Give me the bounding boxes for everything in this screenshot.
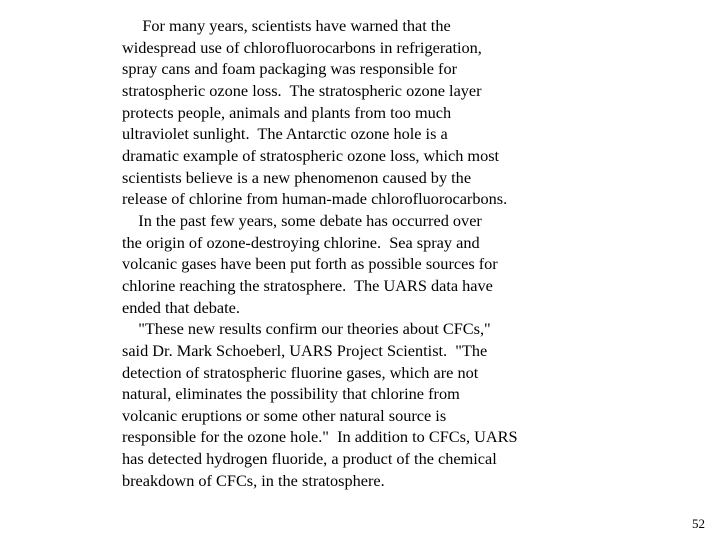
text-line: In the past few years, some debate has occurred over <box>122 210 482 230</box>
text-line: natural, eliminates the possibility that chlorine from <box>122 384 460 404</box>
text-line: "These new results confirm our theories about CFCs," <box>122 319 491 339</box>
text-line: protects people, animals and plants from too much <box>122 102 452 122</box>
text-line: release of chlorine from human-made chlorofluorocarbons. <box>122 189 508 209</box>
text-line: For many years, scientists have warned that the <box>122 16 451 35</box>
text-line: ended that debate. <box>122 297 240 317</box>
text-line: has detected hydrogen fluoride, a product of the chemical <box>122 449 497 469</box>
text-line: the origin of ozone-destroying chlorine. Sea spray and <box>122 232 480 252</box>
text-line: spray cans and foam packaging was responsible for <box>122 59 458 79</box>
text-line: ultraviolet sunlight. The Antarctic ozone hole is a <box>122 124 448 144</box>
page-number: 52 <box>692 516 705 531</box>
text-line: said Dr. Mark Schoeberl, UARS Project Scientist. "The <box>122 340 488 360</box>
text-line: chlorine reaching the stratosphere. The UARS data have <box>122 275 493 295</box>
text-line: responsible for the ozone hole." In addition to CFCs, UARS <box>122 427 518 447</box>
text-line: breakdown of CFCs, in the stratosphere. <box>122 470 385 490</box>
text-line: volcanic gases have been put forth as possible sources for <box>122 254 498 274</box>
text-line: widespread use of chlorofluorocarbons in refrigeration, <box>122 37 482 57</box>
text-line: detection of stratospheric fluorine gases, which are not <box>122 362 479 382</box>
text-line: scientists believe is a new phenomenon caused by the <box>122 167 472 187</box>
body-text <box>122 15 518 491</box>
text-line: volcanic eruptions or some other natural source is <box>122 405 447 425</box>
text-line: stratospheric ozone loss. The stratospheric ozone layer <box>122 80 482 100</box>
text-line: dramatic example of stratospheric ozone loss, which most <box>122 145 500 165</box>
